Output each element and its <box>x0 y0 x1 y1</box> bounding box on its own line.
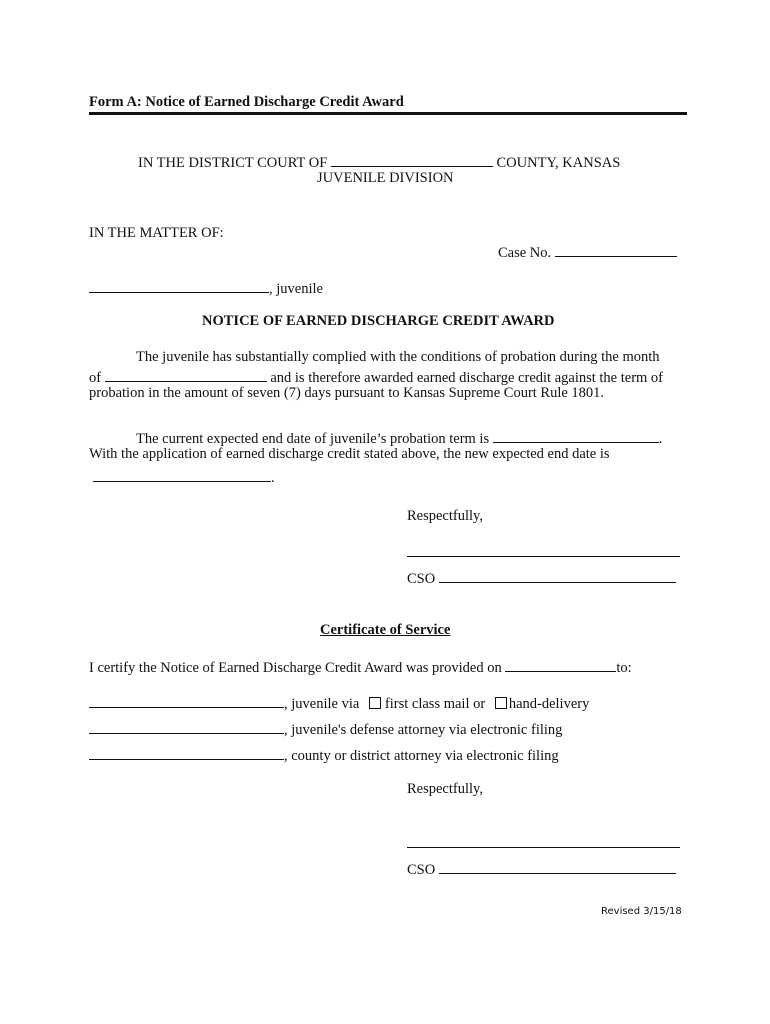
matter-label: IN THE MATTER OF: <box>89 225 224 241</box>
case-number-blank[interactable] <box>555 242 677 257</box>
paragraph1-line1: The juvenile has substantially complied with the conditions of probation during the month <box>136 349 660 365</box>
p1-of: of <box>89 370 102 386</box>
service-date-blank[interactable] <box>505 657 616 672</box>
p1-line2-suffix: and is therefore awarded earned discharge credit against the term of <box>270 370 664 386</box>
court-division: JUVENILE DIVISION <box>317 170 454 186</box>
case-no-label: Case No. <box>498 245 552 261</box>
county-blank[interactable] <box>331 152 493 167</box>
certificate-intro-text: I certify the Notice of Earned Discharge Credit Award was provided on <box>89 660 502 676</box>
defense-attorney-blank[interactable] <box>89 719 284 734</box>
cso-name-blank-2[interactable] <box>439 859 676 874</box>
cso-row-2 <box>407 859 676 879</box>
service-defense-text: , juvenile's defense attorney via electronic filing <box>284 722 563 738</box>
p2-line1-period: . <box>658 431 663 447</box>
hand-delivery-label: hand-delivery <box>508 696 590 712</box>
certificate-title: Certificate of Service <box>320 622 451 638</box>
paragraph1-line2 <box>89 367 663 387</box>
closing-1: Respectfully, <box>407 508 483 524</box>
juvenile-suffix: , juvenile <box>269 281 323 297</box>
juvenile-service-blank[interactable] <box>89 693 284 708</box>
certificate-intro <box>89 657 632 677</box>
month-blank[interactable] <box>105 367 267 382</box>
closing-2: Respectfully, <box>407 781 483 797</box>
paragraph2-line2: With the application of earned discharge credit stated above, the new expected end date is <box>89 446 610 462</box>
service-line-defense <box>89 719 562 739</box>
form-title: Form A: Notice of Earned Discharge Credit Award <box>89 94 404 110</box>
certificate-intro-suffix: to: <box>616 660 632 676</box>
service-line-juvenile <box>89 693 589 713</box>
paragraph2-line3 <box>93 467 275 487</box>
hand-delivery-checkbox[interactable] <box>495 697 507 709</box>
signature-line-2[interactable] <box>407 847 680 848</box>
service-juvenile-text: , juvenile via <box>284 696 360 712</box>
signature-line-1[interactable] <box>407 556 680 557</box>
header-rule <box>89 112 687 115</box>
service-line-county <box>89 745 559 765</box>
paragraph2-line1 <box>136 428 662 448</box>
notice-title: NOTICE OF EARNED DISCHARGE CREDIT AWARD <box>202 313 555 329</box>
p2-line1-prefix: The current expected end date of juvenile’s probation term is <box>136 431 490 447</box>
p2-line3-period: . <box>271 470 275 486</box>
court-line-1 <box>138 152 620 172</box>
current-end-date-blank[interactable] <box>493 428 659 443</box>
cso-name-blank-1[interactable] <box>439 568 676 583</box>
cso-row-1 <box>407 568 676 588</box>
juvenile-row <box>89 278 323 298</box>
cso-label-2: CSO <box>407 862 436 878</box>
case-number-row <box>498 242 677 262</box>
service-county-text: , county or district attorney via electronic filing <box>284 748 559 764</box>
court-prefix: IN THE DISTRICT COURT OF <box>138 155 328 171</box>
county-attorney-blank[interactable] <box>89 745 284 760</box>
court-suffix: COUNTY, KANSAS <box>496 155 621 171</box>
revision-date: Revised 3/15/18 <box>601 906 682 917</box>
paragraph1-line3: probation in the amount of seven (7) days pursuant to Kansas Supreme Court Rule 1801. <box>89 385 605 401</box>
new-end-date-blank[interactable] <box>93 467 271 482</box>
cso-label-1: CSO <box>407 571 436 587</box>
juvenile-name-blank[interactable] <box>89 278 269 293</box>
first-class-mail-label: first class mail or <box>384 696 486 712</box>
first-class-mail-checkbox[interactable] <box>369 697 381 709</box>
